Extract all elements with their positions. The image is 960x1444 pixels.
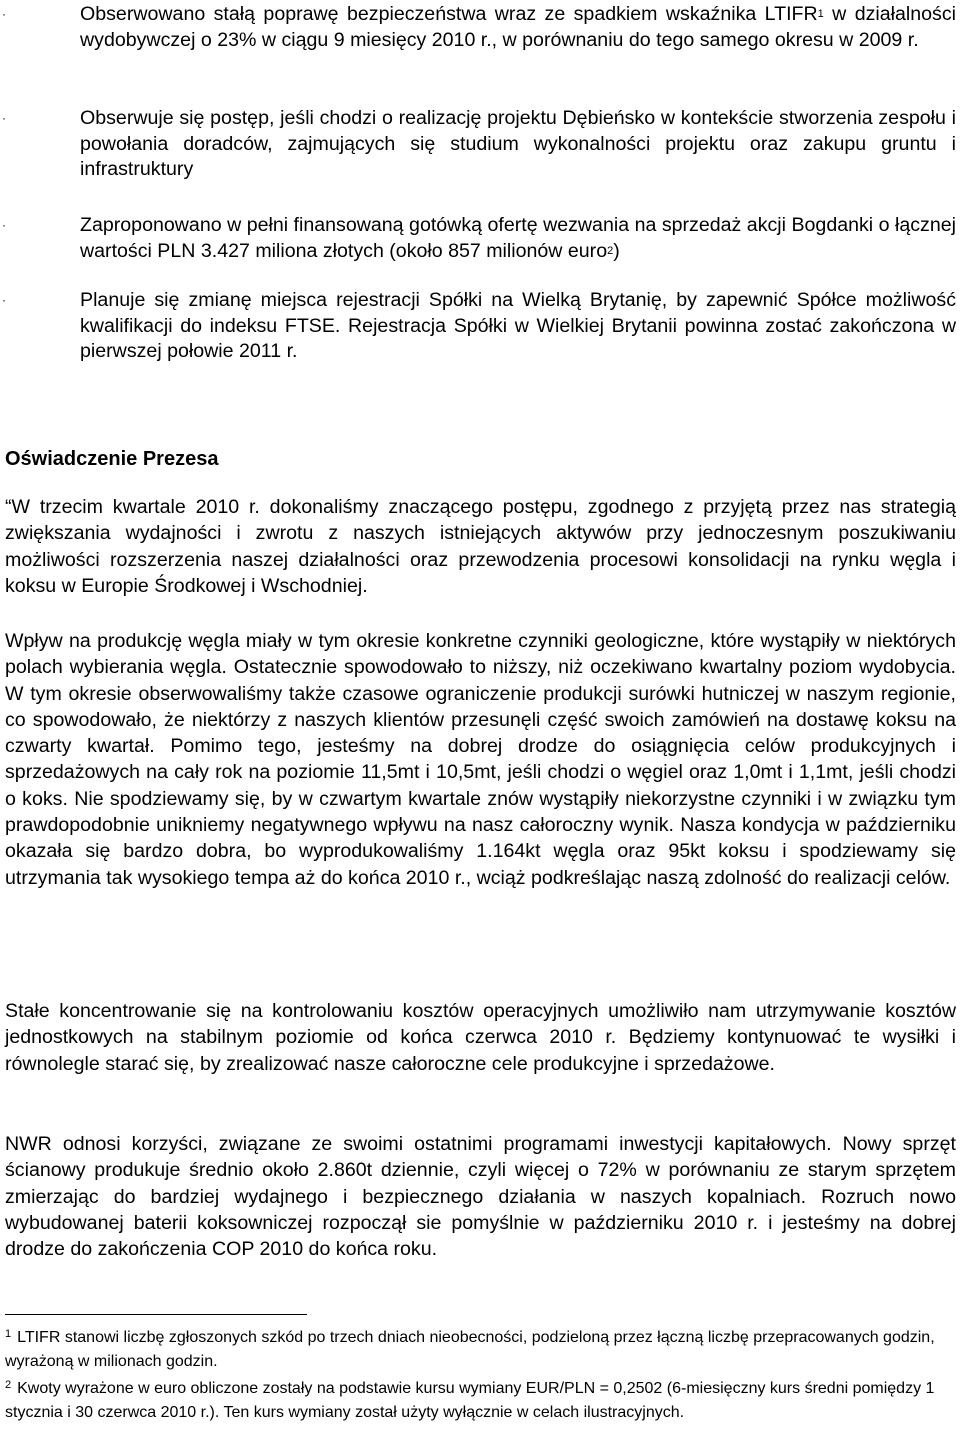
section-heading: Oświadczenie Prezesa	[5, 448, 219, 470]
paragraph: Wpływ na produkcję węgla miały w tym okresie konkretne czynniki geologiczne, które wystąpiły w niektórych polach wybierania węgla. Ostatecznie spowodowało to niższy, niż oczekiwano kwartalny poziom wydobycia. W tym okresie obserwowaliśmy także czasowe ograniczenie produkcji surówki hutniczej w naszym regionie, co spowodowało, że niektórzy z naszych klientów przesunęli część swoich zamówień na dostawę koksu na czwarty kwartał. Pomimo tego, jesteśmy na dobrej drodze do osiągnięcia celów produkcyjnych i sprzedażowych na cały rok na poziomie 11,5mt i 10,5mt, jeśli chodzi o węgiel oraz 1,0mt i 1,1mt, jeśli chodzi o koks. Nie spodziewamy się, by w czwartym kwartale znów wystąpiły niekorzystne czynniki i w związku tym prawdopodobnie unikniemy negatywnego wpływu na nasz całoroczny wynik. Nasza kondycja w październiku okazała się bardzo dobra, bo wyprodukowaliśmy 1.164kt węgla oraz 95kt koksu i spodziewamy się utrzymania tak wysokiego tempa aż do końca 2010 r., wciąż podkreślając naszą zdolność do realizacji celów.	[5, 630, 956, 889]
bullet-item-registration	[0, 288, 960, 365]
bullet-item-safety	[0, 2, 960, 53]
footnote	[5, 1327, 950, 1372]
bullet-text: Planuje się zmianę miejsca rejestracji Spółki na Wielką Brytanię, by zapewnić Spółce możliwość kwalifikacji do indeksu FTSE. Rejestracja Spółki w Wielkiej Brytanii powinna zostać zakończona w pierwszej połowie 2011 r.	[80, 289, 956, 363]
bullet-text: Obserwuje się postęp, jeśli chodzi o realizację projektu Dębieńsko w kontekście stworzenia zespołu i powołania doradców, zajmujących się studium wykonalności projektu oraz zakupu gruntu i infrastruktury	[80, 107, 956, 181]
footnote-separator	[5, 1314, 307, 1315]
bullet-item-bogdanka-offer	[0, 213, 960, 264]
bullet-text: Zaproponowano w pełni finansowaną gotówką ofertę wezwania na sprzedaż akcji Bogdanki o łącznej wartości PLN 3.427 miliona złotych (około 857 milionów euro$^2$)	[80, 214, 956, 262]
bullet-marker: ·	[2, 218, 6, 232]
footnote-number: 1	[5, 1328, 12, 1340]
bullet-item-debiensko	[0, 106, 960, 183]
footnote-text: Kwoty wyrażone w euro obliczone zostały na podstawie kursu wymiany EUR/PLN = 0,2502 (6-miesięczny kurs średni pomiędzy 1 stycznia i 30 czerwca 2010 r.). Ten kurs wymiany został użyty wyłącznie w celach ilustracyjnych.	[5, 1380, 935, 1421]
bullet-text: Obserwowano stałą poprawę bezpieczeństwa wraz ze spadkiem wskaźnika LTIFR$^1$ w działalności wydobywczej o 23% w ciągu 9 miesięcy 2010 r., w porównaniu do tego samego okresu w 2009 r.	[80, 3, 956, 51]
footnote-ref: 1	[817, 8, 824, 20]
footnote	[5, 1378, 950, 1423]
paragraph: Stałe koncentrowanie się na kontrolowaniu kosztów operacyjnych umożliwiło nam utrzymywanie kosztów jednostkowych na stabilnym poziomie od końca czerwca 2010 r. Będziemy kontynuować te wysiłki i równolegle starać się, by zrealizować nasze całoroczne cele produkcyjne i sprzedażowe.	[5, 1000, 956, 1075]
bullet-marker: ·	[2, 111, 6, 125]
bullet-marker: ·	[2, 293, 6, 307]
paragraph: “W trzecim kwartale 2010 r. dokonaliśmy znaczącego postępu, zgodnego z przyjętą przez nas strategią zwiększania wydajności i zwrotu z naszych istniejących aktywów przy jednoczesnym poszukiwaniu możliwości rozszerzenia naszej działalności oraz przewodzenia procesowi konsolidacji na rynku węgla i koksu w Europie Środkowej i Wschodniej.	[5, 496, 956, 597]
footnote-number: 2	[5, 1379, 12, 1391]
footnote-text: LTIFR stanowi liczbę zgłoszonych szkód po trzech dniach nieobecności, podzieloną przez łączną liczbę przepracowanych godzin, wyrażoną w milionach godzin.	[5, 1329, 935, 1370]
footnote-ref: 2	[607, 244, 614, 257]
bullet-marker: ·	[2, 7, 6, 21]
paragraph: NWR odnosi korzyści, związane ze swoimi ostatnimi programami inwestycji kapitałowych. Nowy sprzęt ścianowy produkuje średnio około 2.860t dziennie, czyli więcej o 72% w porównaniu ze starym sprzętem zmierzając do bardziej wydajnego i bezpiecznego działania w naszych kopalniach. Rozruch nowo wybudowanej baterii koksowniczej rozpoczął sie pomyślnie w październiku 2010 r. i jesteśmy na dobrej drodze do zakończenia COP 2010 do końca roku.	[5, 1133, 956, 1261]
